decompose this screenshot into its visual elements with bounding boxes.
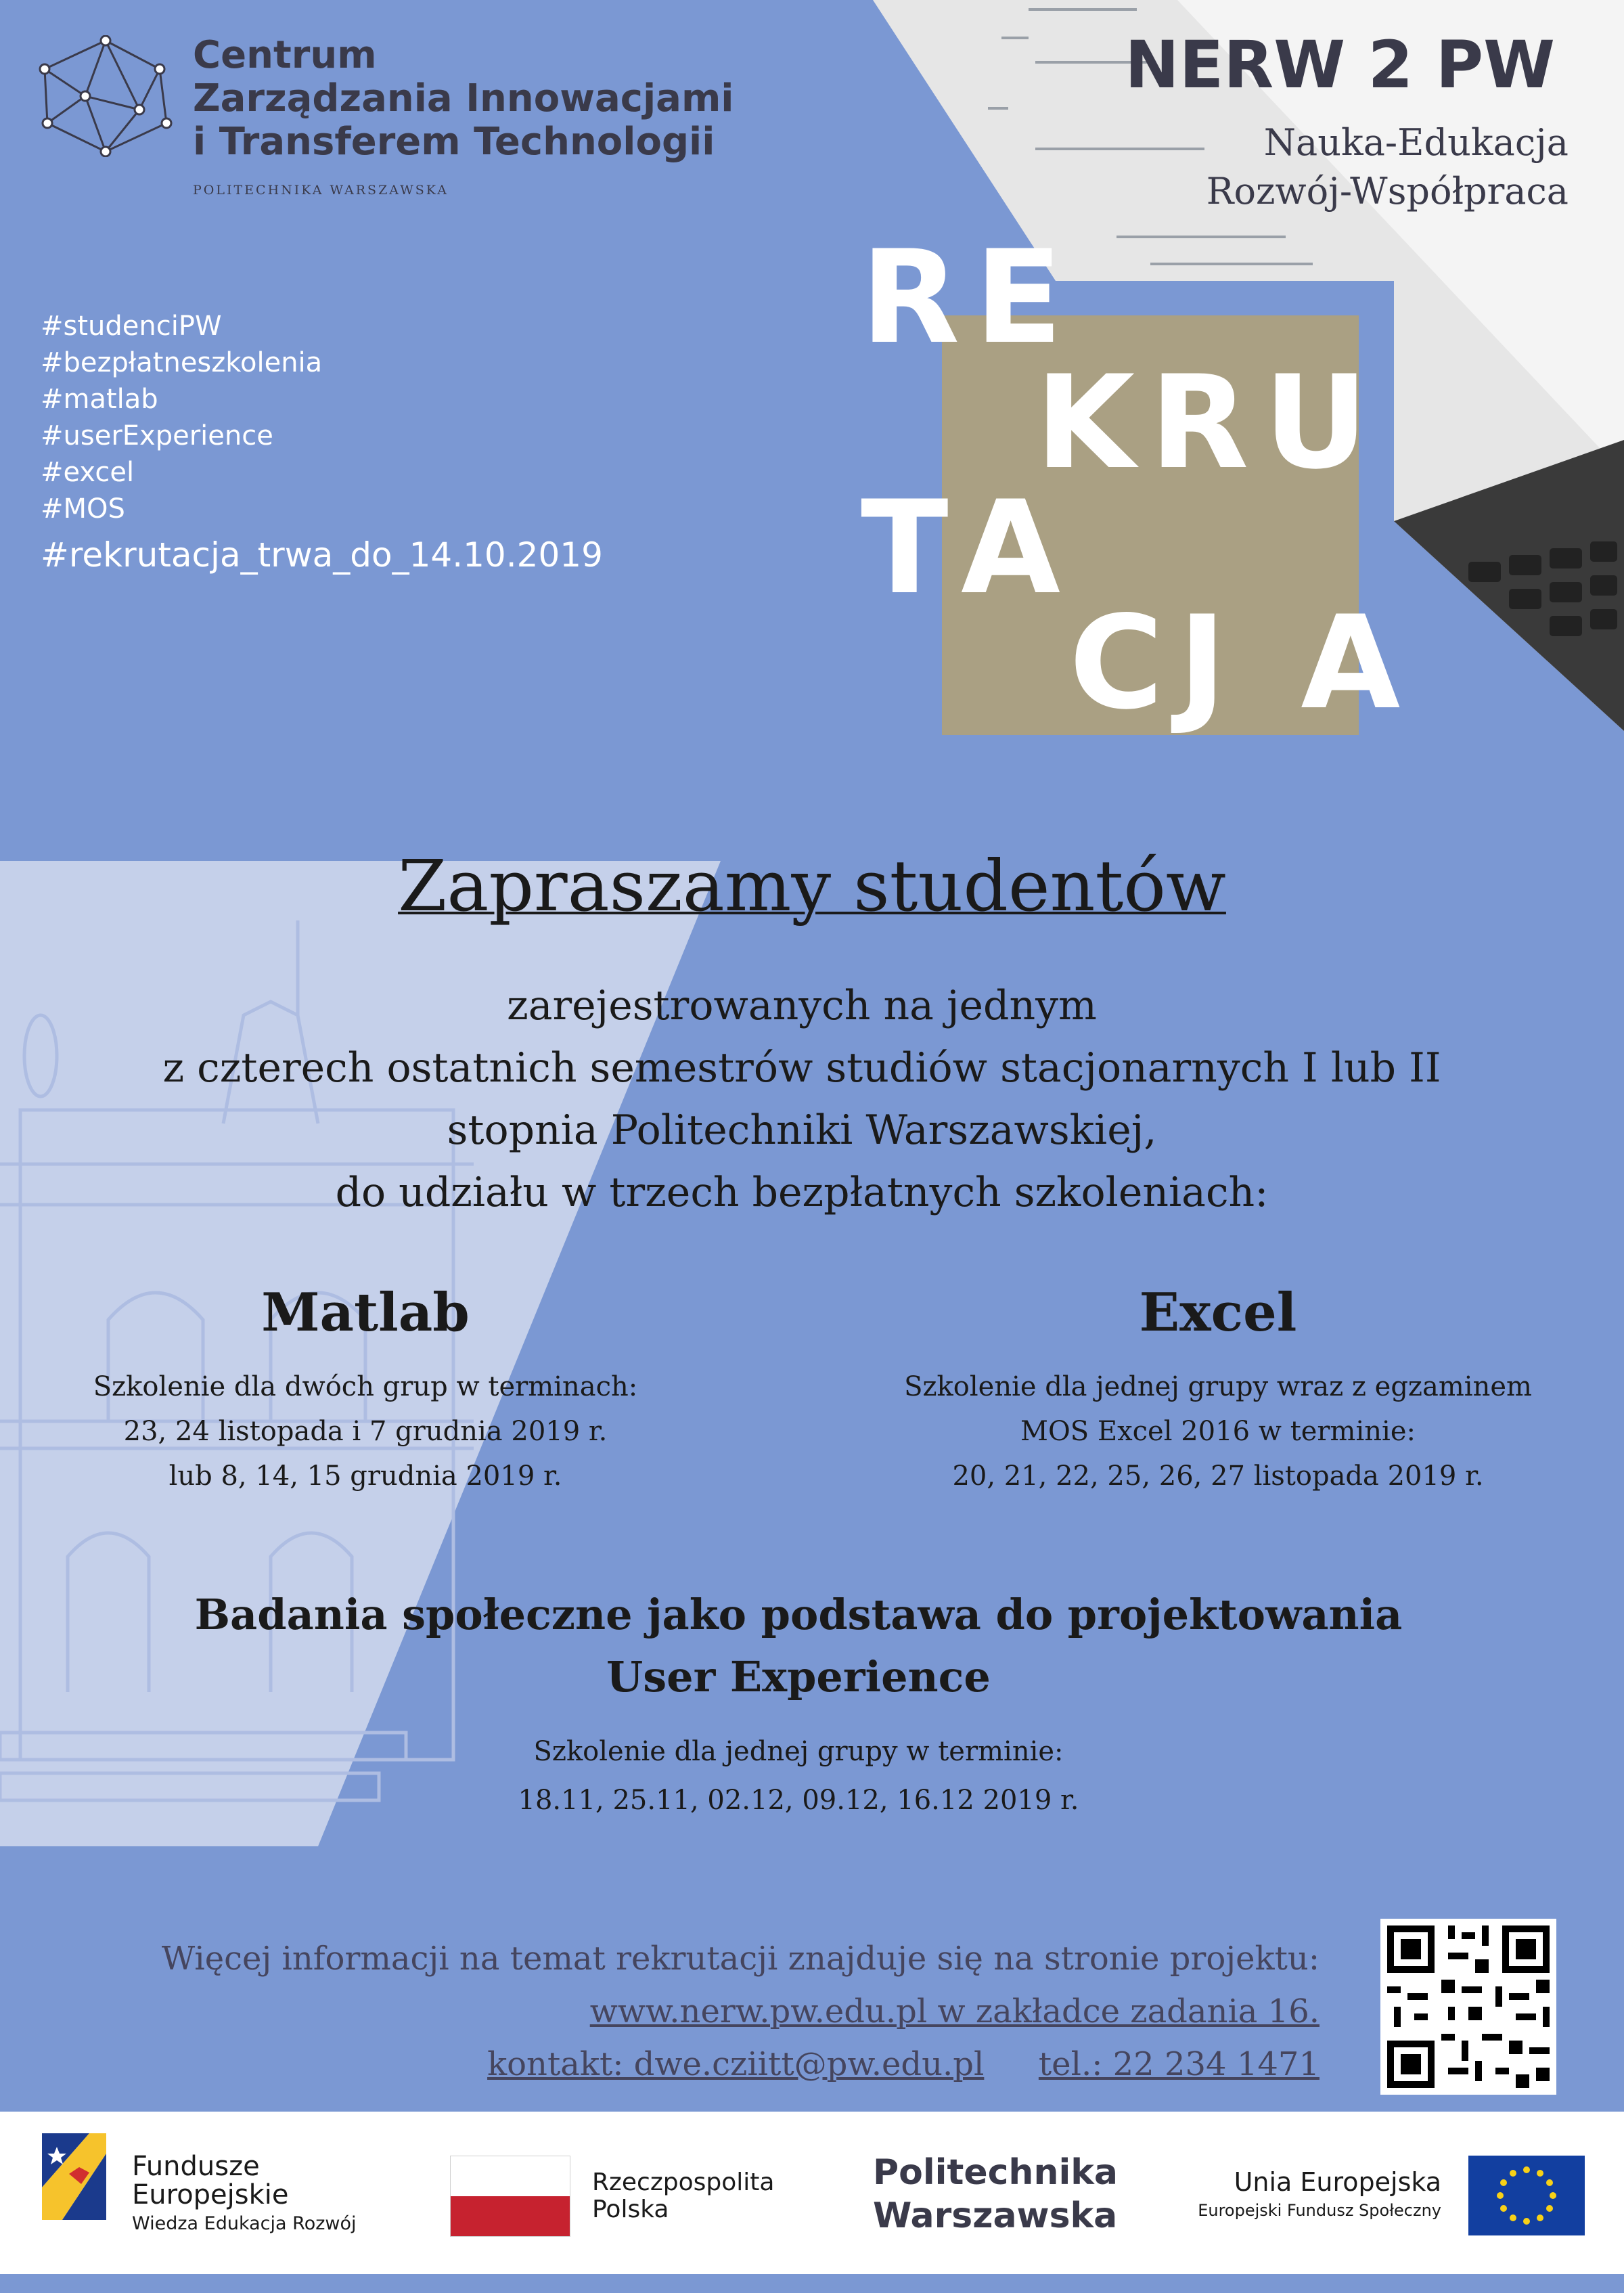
ux-title-line: User Experience (606, 1652, 991, 1701)
rekrutacja-line-4: CJ A (1069, 588, 1416, 738)
rekrutacja-line-3b: A (961, 473, 1076, 623)
contact-phone-link[interactable]: tel.: 22 234 1471 (1038, 2045, 1320, 2083)
deadline-hashtag: #rekrutacja_trwa_do_14.10.2019 (41, 535, 603, 575)
excel-line: MOS Excel 2016 w terminie: (1020, 1416, 1416, 1447)
qr-code-icon (1380, 1919, 1556, 2095)
hashtag-item: #matlab (41, 384, 158, 415)
fundusze-europejskie-logo (132, 2152, 357, 2239)
invite-line: do udziału w trzech bezpłatnych szkoleniach: (335, 1169, 1269, 1216)
network-logo-icon (38, 35, 173, 157)
info-text: Więcej informacji na temat rekrutacji znajduje się na stronie projektu: (161, 1940, 1320, 1978)
polish-flag-icon (450, 2156, 570, 2237)
excel-title: Excel (1139, 1282, 1297, 1343)
excel-line: Szkolenie dla jednej grupy wraz z egzaminem (904, 1371, 1532, 1402)
project-title: NERW 2 PW (1125, 27, 1555, 103)
ue-subtitle: Europejski Fundusz Społeczny (1198, 2201, 1441, 2220)
pw-line: Warszawska (873, 2196, 1118, 2236)
logo-line-1: Centrum (193, 33, 377, 77)
rekrutacja-line-1: RE (861, 223, 1078, 372)
matlab-line: Szkolenie dla dwóch grup w terminach: (93, 1371, 638, 1402)
fe-title-line: Fundusze (132, 2151, 260, 2182)
tagline-line-1: Nauka-Edukacja (1263, 121, 1569, 164)
logo-subtitle: POLITECHNIKA WARSZAWSKA (193, 183, 449, 198)
rekrutacja-line-3a: T (861, 473, 964, 623)
ux-section (0, 1584, 1597, 1825)
invite-line: z czterech ostatnich semestrów studiów stacjonarnych I lub II (162, 1044, 1441, 1092)
invite-line: zarejestrowanych na jednym (507, 982, 1097, 1029)
matlab-section (27, 1279, 704, 1498)
ux-line: Szkolenie dla jednej grupy w terminie: (533, 1736, 1064, 1767)
tagline-line-2: Rozwój-Współpraca (1206, 170, 1569, 213)
logo-line-3: i Transferem Technologii (193, 120, 715, 164)
fe-subtitle: Wiedza Edukacja Rozwój (132, 2213, 357, 2234)
invite-heading: Zapraszamy studentów (398, 845, 1226, 927)
matlab-line: lub 8, 14, 15 grudnia 2019 r. (168, 1461, 562, 1492)
eu-flag-icon (1468, 2156, 1585, 2235)
politechnika-warszawska-logo (873, 2151, 1118, 2238)
ux-details (0, 1727, 1597, 1825)
contact-email-link[interactable]: kontakt: dwe.cziitt@pw.edu.pl (487, 2045, 985, 2083)
matlab-line: 23, 24 listopada i 7 grudnia 2019 r. (123, 1416, 608, 1447)
ux-title-line: Badania społeczne jako podstawa do projektowania (194, 1590, 1403, 1639)
ux-line: 18.11, 25.11, 02.12, 09.12, 16.12 2019 r. (518, 1785, 1079, 1816)
hashtag-item: #bezpłatneszkolenia (41, 347, 323, 378)
logo-line-2: Zarządzania Innowacjami (193, 76, 734, 120)
fundusze-europejskie-icon (42, 2133, 106, 2220)
unia-europejska-logo (1198, 2167, 1441, 2224)
excel-line: 20, 21, 22, 25, 26, 27 listopada 2019 r. (952, 1461, 1484, 1492)
rekrutacja-line-2: KRU (1035, 348, 1383, 497)
institution-logo-text (193, 34, 734, 198)
excel-section (880, 1279, 1556, 1498)
hashtag-list (41, 308, 603, 573)
qr-code[interactable] (1380, 1919, 1556, 2095)
invite-body (0, 975, 1604, 1224)
hashtag-item: #userExperience (41, 420, 273, 451)
project-website-link[interactable]: www.nerw.pw.edu.pl w zakładce zadania 16. (589, 1993, 1320, 2030)
hashtag-item: #studenciPW (41, 311, 222, 342)
invite-line: stopnia Politechniki Warszawskiej, (447, 1107, 1157, 1154)
hashtag-item: #excel (41, 457, 135, 488)
ue-title: Unia Europejska (1234, 2167, 1441, 2197)
rp-line: Polska (592, 2196, 669, 2223)
rzeczpospolita-logo (592, 2169, 774, 2223)
matlab-title: Matlab (261, 1282, 470, 1343)
pw-line: Politechnika (873, 2152, 1118, 2193)
info-block (162, 1932, 1320, 2091)
ux-title (0, 1584, 1597, 1708)
hashtag-item: #MOS (41, 493, 125, 525)
excel-details (880, 1364, 1556, 1498)
project-tagline (1206, 118, 1569, 216)
fe-title-line: Europejskie (132, 2179, 289, 2210)
matlab-details (27, 1364, 704, 1498)
rp-line: Rzeczpospolita (592, 2168, 775, 2196)
